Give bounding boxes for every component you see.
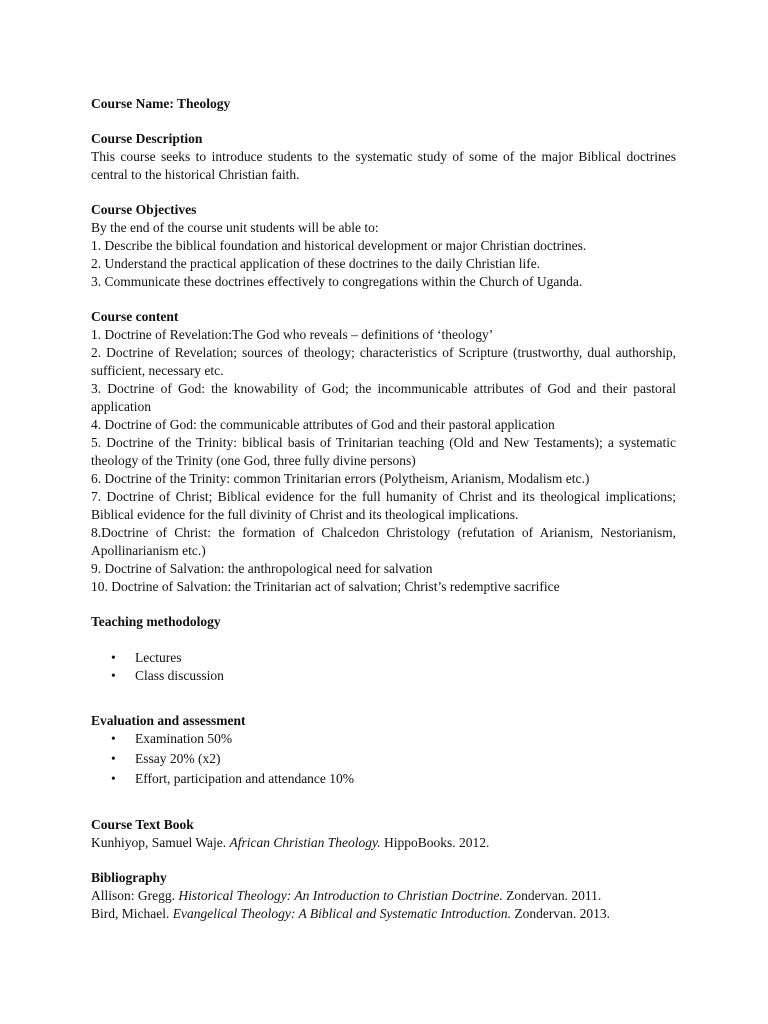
evaluation-section <box>91 712 676 788</box>
list-item: • Examination 50% <box>91 730 676 748</box>
bibliography-entry <box>91 887 676 905</box>
bibliography-author: Bird, Michael. <box>91 906 170 921</box>
description-text: This course seeks to introduce students to the systematic study of some of the major Biblical doctrines central to the historical Christian faith. <box>91 149 676 182</box>
methodology-section <box>91 613 676 685</box>
content-item: 5. Doctrine of the Trinity: biblical basis of Trinitarian teaching (Old and New Testaments); a systematic theology of the Trinity (one God, three fully divine persons) <box>91 435 676 468</box>
course-name-section <box>91 95 676 113</box>
objective-item: 3. Communicate these doctrines effectively to congregations within the Church of Uganda. <box>91 274 583 289</box>
objective-item: 1. Describe the biblical foundation and historical development or major Christian doctrines. <box>91 238 587 253</box>
list-item: • Effort, participation and attendance 10% <box>91 770 676 788</box>
content-item: 8.Doctrine of Christ: the formation of Chalcedon Christology (refutation of Arianism, Nestorianism, Apollinarianism etc.) <box>91 525 676 558</box>
course-name-label: Course Name: <box>91 96 174 111</box>
course-name-value: Theology <box>177 96 231 111</box>
bibliography-entry <box>91 905 676 923</box>
evaluation-list <box>91 730 676 788</box>
description-heading: Course Description <box>91 131 203 146</box>
document-page <box>91 95 676 923</box>
content-item: 9. Doctrine of Salvation: the anthropological need for salvation <box>91 561 433 576</box>
list-item: • Class discussion <box>91 667 676 685</box>
textbook-entry <box>91 834 676 852</box>
methodology-heading: Teaching methodology <box>91 614 221 629</box>
content-item: 6. Doctrine of the Trinity: common Trinitarian errors (Polytheism, Arianism, Modalism etc.) <box>91 471 590 486</box>
textbook-title: African Christian Theology. <box>229 835 381 850</box>
objectives-section <box>91 201 676 291</box>
bibliography-section <box>91 869 676 923</box>
objectives-intro: By the end of the course unit students will be able to: <box>91 220 379 235</box>
content-section <box>91 308 676 596</box>
bibliography-title: Historical Theology: An Introduction to Christian Doctrine. <box>178 888 503 903</box>
course-name <box>91 95 676 113</box>
textbook-author: Kunhiyop, Samuel Waje. <box>91 835 227 850</box>
textbook-publisher: HippoBooks. 2012. <box>384 835 490 850</box>
content-heading: Course content <box>91 309 179 324</box>
textbook-heading: Course Text Book <box>91 817 194 832</box>
methodology-list <box>91 649 676 685</box>
bibliography-author: Allison: Gregg. <box>91 888 175 903</box>
objectives-heading: Course Objectives <box>91 202 197 217</box>
objective-item: 2. Understand the practical application of these doctrines to the daily Christian life. <box>91 256 541 271</box>
evaluation-heading: Evaluation and assessment <box>91 713 246 728</box>
content-item: 1. Doctrine of Revelation:The God who reveals – definitions of ‘theology’ <box>91 327 494 342</box>
list-item: • Essay 20% (x2) <box>91 750 676 768</box>
description-section <box>91 130 676 184</box>
bibliography-heading: Bibliography <box>91 870 167 885</box>
bibliography-publisher: Zondervan. 2011. <box>506 888 602 903</box>
content-item: 2. Doctrine of Revelation; sources of theology; characteristics of Scripture (trustworthy, dual authorship, sufficient, necessary etc. <box>91 345 676 378</box>
content-item: 4. Doctrine of God: the communicable attributes of God and their pastoral application <box>91 417 555 432</box>
content-item: 3. Doctrine of God: the knowability of God; the incommunicable attributes of God and their pastoral application <box>91 381 676 414</box>
content-item: 10. Doctrine of Salvation: the Trinitarian act of salvation; Christ’s redemptive sacrifice <box>91 579 560 594</box>
list-item: • Lectures <box>91 649 676 667</box>
textbook-section <box>91 816 676 852</box>
bibliography-title: Evangelical Theology: A Biblical and Systematic Introduction. <box>172 906 512 921</box>
bibliography-publisher: Zondervan. 2013. <box>514 906 611 921</box>
content-item: 7. Doctrine of Christ; Biblical evidence for the full humanity of Christ and its theological implications; Biblical evidence for the full divinity of Christ and its theological implications. <box>91 489 676 522</box>
